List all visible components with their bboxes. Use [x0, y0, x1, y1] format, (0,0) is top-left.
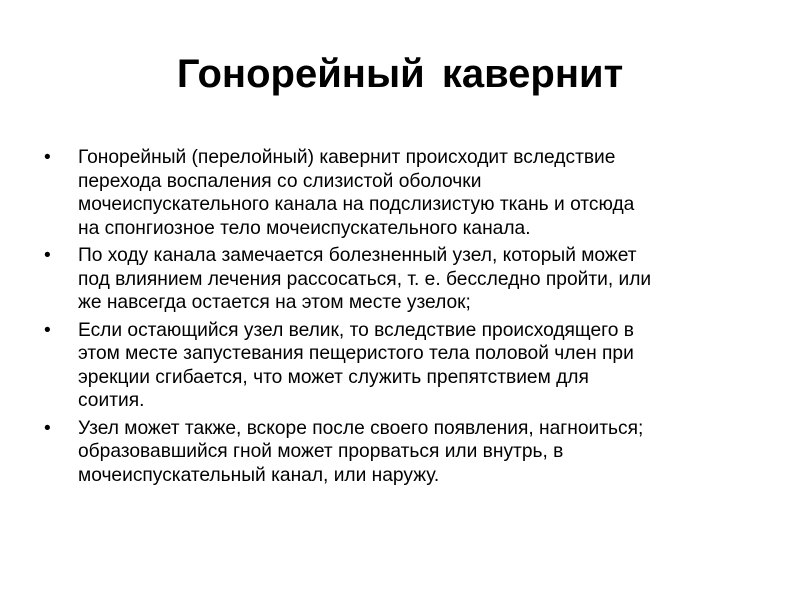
bullet-line: перехода воспаления со слизистой оболочки [78, 170, 482, 192]
bullet-list [44, 146, 764, 491]
bullet-line: По ходу канала замечается болезненный узел, который может [78, 245, 637, 266]
bullet-line: под влиянием лечения рассосаться, т. е. бесследно пройти, или [78, 268, 652, 290]
slide-title: Гонорейный кавернит [176, 52, 624, 96]
bullet-item [44, 319, 764, 413]
bullet-marker: • [44, 319, 51, 341]
bullet-line: Если остающийся узел велик, то вследствие происходящего в [78, 319, 634, 341]
bullet-line: на спонгиозное тело мочеиспускательного канала. [78, 217, 531, 239]
bullet-line: соития. [78, 390, 145, 411]
bullet-item [44, 244, 764, 315]
bullet-text [78, 417, 764, 488]
bullet-line: эрекции сгибается, что может служить препятствием для [78, 366, 589, 388]
bullet-text [78, 146, 764, 240]
bullet-line: же навсегда остается на этом месте узелок; [78, 292, 471, 313]
bullet-item [44, 417, 764, 488]
bullet-line: мочеиспускательный канал, или наружу. [78, 464, 440, 486]
bullet-line: образовавшийся гной может прорваться или внутрь, в [78, 441, 564, 462]
bullet-line: Гонорейный (перелойный) кавернит происходит вследствие [78, 147, 616, 168]
bullet-marker: • [44, 147, 51, 168]
bullet-text [78, 244, 764, 315]
bullet-line: Узел может также, вскоре после своего появления, нагноиться; [78, 417, 644, 439]
bullet-line: мочеиспускательного канала на подслизистую ткань и отсюда [78, 194, 635, 215]
bullet-line: этом месте запустевания пещеристого тела половой член при [78, 343, 634, 364]
bullet-item [44, 146, 764, 240]
bullet-text [78, 319, 764, 413]
bullet-marker: • [44, 245, 51, 266]
bullet-marker: • [44, 417, 51, 439]
